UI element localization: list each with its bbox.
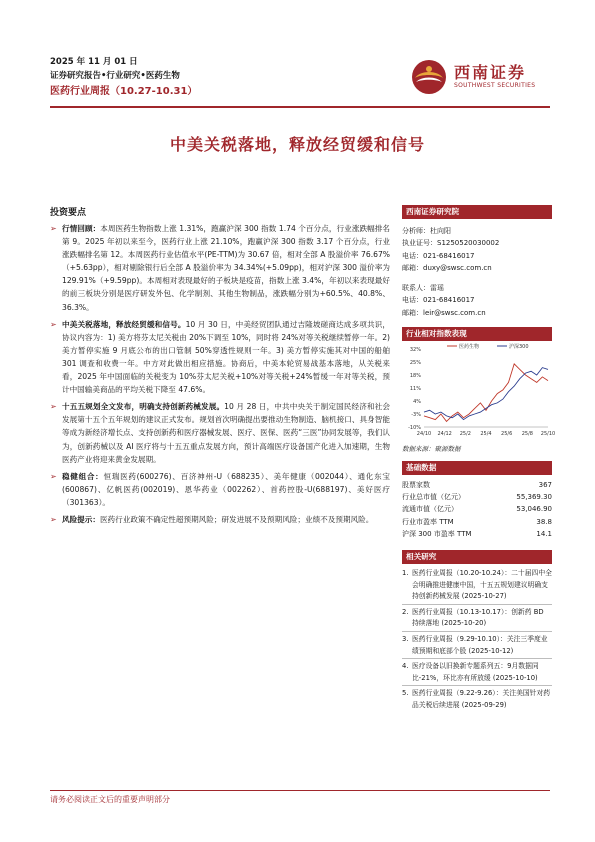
table-row [402, 503, 552, 515]
report-category: 证券研究报告•行业研究•医药生物 [50, 71, 180, 81]
y-tick-label: 25% [409, 360, 421, 367]
table-row [402, 491, 552, 503]
x-tick-label: 25/6 [501, 431, 513, 438]
related-number: 3. [402, 635, 409, 644]
invest-point-text: 本周医药生物指数上涨 1.31%，跑赢沪深 300 指数 1.74 个百分点，行业涨跌幅排名第 9。2025 年初以来至今，医药行业上涨 21.10%，跑赢沪深 300 指数 3.17 个百分点，行业涨跌幅排名第 12。本周医药行业估值水平(PE-TTM)为 30.67 倍，相对全部 A 股溢价率 76.67%（+5.63pp），相对剔除银行后全部 A 股溢价率为 34.34%(+5.09pp)，相对沪深 300 溢价率为 129.91%（+9.59pp)。本周相对表现最好的子板块是疫苗，指数上涨 3.4%，年初以来表现最好的前三板块分别是医疗研发外包、化学制剂、其他生物制品，涨跌幅分别为+60.5%、40.8%、36.3%。 [62, 224, 391, 312]
company-logo [410, 58, 550, 98]
invest-point-lead: 中美关税落地，释放经贸缓和信号。 [62, 319, 186, 329]
stat-label: 股票家数 [402, 481, 430, 490]
invest-point-lead: 稳健组合： [62, 471, 104, 481]
institute-bar: 西南证券研究院 [402, 205, 552, 219]
arrow-bullet-icon: ➢ [50, 224, 57, 233]
related-number: 4. [402, 662, 409, 671]
related-number: 5. [402, 689, 409, 698]
analyst-line: 邮箱：duxy@swsc.com.cn [402, 263, 492, 272]
invest-point [50, 222, 390, 314]
table-row [402, 479, 552, 491]
table-row [402, 516, 552, 528]
sidebar [402, 205, 556, 715]
x-tick-label: 25/10 [540, 431, 556, 438]
invest-point [50, 470, 390, 509]
invest-heading: 投资要点 [50, 208, 87, 218]
footer-disclaimer[interactable]: 请务必阅读正文后的重要声明部分 [50, 795, 170, 804]
related-number: 2. [402, 607, 409, 616]
related-report-link[interactable] [402, 661, 552, 686]
analyst-line [402, 274, 552, 282]
related-title: 医疗设备以旧换新专题系列五：9月数据同比-21%，环比亦有所放缓 (2025-10-10) [412, 662, 539, 682]
related-title: 医药行业周报（10.13-10.17）：创新药 BD 持续落地 (2025-10-20) [412, 607, 544, 628]
y-tick-label: 18% [409, 373, 421, 380]
stat-value: 55,369.30 [516, 493, 552, 502]
invest-point-text: 医药行业政策不确定性超预期风险；研发进展不及预期风险；业绩不及预期风险。 [99, 514, 374, 524]
y-tick-label: -3% [411, 412, 421, 419]
stat-label: 沪深 300 市盈率 TTM [402, 529, 472, 538]
stat-value: 14.1 [536, 529, 552, 538]
related-report-link[interactable] [402, 634, 552, 659]
invest-point-lead: 十五五规划全文发布，明确支持创新药械发展。 [62, 402, 225, 412]
logo-text: 西南证券 [454, 63, 527, 82]
basic-data-heading: 基础数据 [402, 461, 552, 475]
stat-value: 53,046.90 [516, 505, 552, 514]
analyst-line: 电话：021-68416017 [402, 251, 475, 260]
arrow-bullet-icon: ➢ [50, 402, 57, 412]
analyst-line: 电话：021-68416017 [402, 296, 475, 305]
arrow-bullet-icon: ➢ [50, 471, 57, 481]
x-tick-label: 25/8 [521, 431, 533, 438]
invest-point-text: 10 月 30 日，中美经贸团队通过吉隆坡磋商达成多项共识，协议内容为：1) 美方将芬太尼关税由 20%下调至 10%，同时将 24%对等关税继续暂停一年。2) 美方暂停实施 9 月底公布的出口管制 50%穿透性规则一年。3) 美方暂停实施其对中国的船舶 301 调查和收费一年。中方对此做出相应措施。协商后，中美本轮贸易战基本落地，从关税来看，2025 年中国面临的关税变为 10%芬太尼关税+10%对等关税+24%暂缓一年对等关税，预计中国输美商品的平均关税下降至 47.6%。 [62, 319, 390, 395]
relative-index-chart [402, 341, 556, 441]
header-divider [50, 106, 550, 108]
related-report-link[interactable] [402, 607, 552, 632]
related-number: 1. [402, 569, 409, 578]
analyst-line: 分析师：杜向阳 [402, 227, 451, 235]
legend-label: 沪深300 [509, 344, 529, 351]
related-title: 医药行业周报（9.29-10.10）：关注三季度业绩预期和底部个股 (2025-10-12) [412, 635, 548, 655]
chart-source: 数据来源：聚源数据 [402, 445, 461, 454]
report-series: 医药行业周报（10.27-10.31） [50, 86, 198, 97]
report-title: 中美关税落地，释放经贸缓和信号 [169, 135, 425, 154]
invest-point [50, 513, 390, 526]
y-tick-label: -10% [408, 425, 421, 432]
invest-points [50, 222, 390, 530]
logo-emblem-icon [410, 58, 448, 96]
basic-data-section [402, 461, 552, 540]
invest-point-text: 10 月 28 日，中共中央关于制定国民经济和社会发展第十五个五年规划的建议正式发布。规划首次明确提出要推动生物制造、脑机接口、具身智能等成为新经济增长点、支持创新药和医疗器械发展、医疗、医保、医药“三医”协同发展等，我们认为，创新药械以及 AI 医疗将与十五五重点发展方向，预计高端医疗设备国产化进入加速期，生物医药产业将迎来黄金发展期。 [62, 402, 390, 464]
table-row [402, 528, 552, 540]
stat-label: 行业市盈率 TTM [402, 517, 454, 526]
x-tick-label: 25/2 [459, 431, 471, 438]
stat-value: 38.8 [536, 517, 552, 526]
report-header [50, 55, 197, 99]
related-list [402, 568, 552, 713]
legend-label: 医药生物 [459, 344, 480, 351]
related-heading: 相关研究 [402, 550, 552, 564]
invest-point-lead: 风险提示： [62, 514, 100, 524]
y-tick-label: 32% [409, 347, 421, 354]
stat-value: 367 [538, 481, 552, 490]
index-chart-section [402, 327, 556, 454]
related-report-link[interactable] [402, 688, 552, 712]
invest-point [50, 400, 390, 465]
x-tick-label: 25/4 [480, 431, 492, 438]
series-line-1 [424, 368, 548, 420]
analyst-line: 联系人：雷瑶 [402, 284, 444, 293]
related-section [402, 550, 552, 713]
basic-data-table [402, 479, 552, 540]
x-tick-label: 24/10 [416, 431, 432, 438]
analyst-info [402, 225, 552, 319]
analyst-line: 执业证号：S1250520030002 [402, 239, 500, 248]
related-title: 医药行业周报（9.22-9.26）：关注美国针对药品关税后续进展 (2025-09-29) [412, 689, 551, 710]
x-tick-label: 24/12 [437, 431, 452, 438]
related-title: 医药行业周报（10.20-10.24）：二十届四中全会明确推进健康中国，十五五规划建议明确支持创新药械发展 (2025-10-27) [412, 569, 552, 601]
analyst-line: 邮箱：leir@swsc.com.cn [402, 308, 486, 317]
logo-subtext: SOUTHWEST SECURITIES [454, 82, 536, 89]
invest-point-text: 恒瑞医药(600276)、百济神州-U（688235）、美年健康（002044）、通化东宝(600867)、亿帆医药(002019)、恩华药业（002262）、首药控股-U(688197)、美好医疗（301363）。 [62, 471, 390, 507]
chart-heading: 行业相对指数表现 [402, 327, 552, 341]
y-tick-label: 11% [409, 386, 421, 393]
footer-divider [50, 790, 550, 791]
invest-point [50, 318, 390, 397]
stat-label: 流通市值（亿元） [402, 505, 458, 514]
stat-label: 行业总市值（亿元） [402, 493, 465, 502]
related-report-link[interactable] [402, 568, 552, 605]
arrow-bullet-icon: ➢ [50, 319, 57, 329]
arrow-bullet-icon: ➢ [50, 514, 57, 524]
report-date: 2025 年 11 月 01 日 [50, 57, 138, 67]
y-tick-label: 4% [413, 399, 421, 406]
invest-point-lead: 行情回顾： [62, 224, 101, 233]
